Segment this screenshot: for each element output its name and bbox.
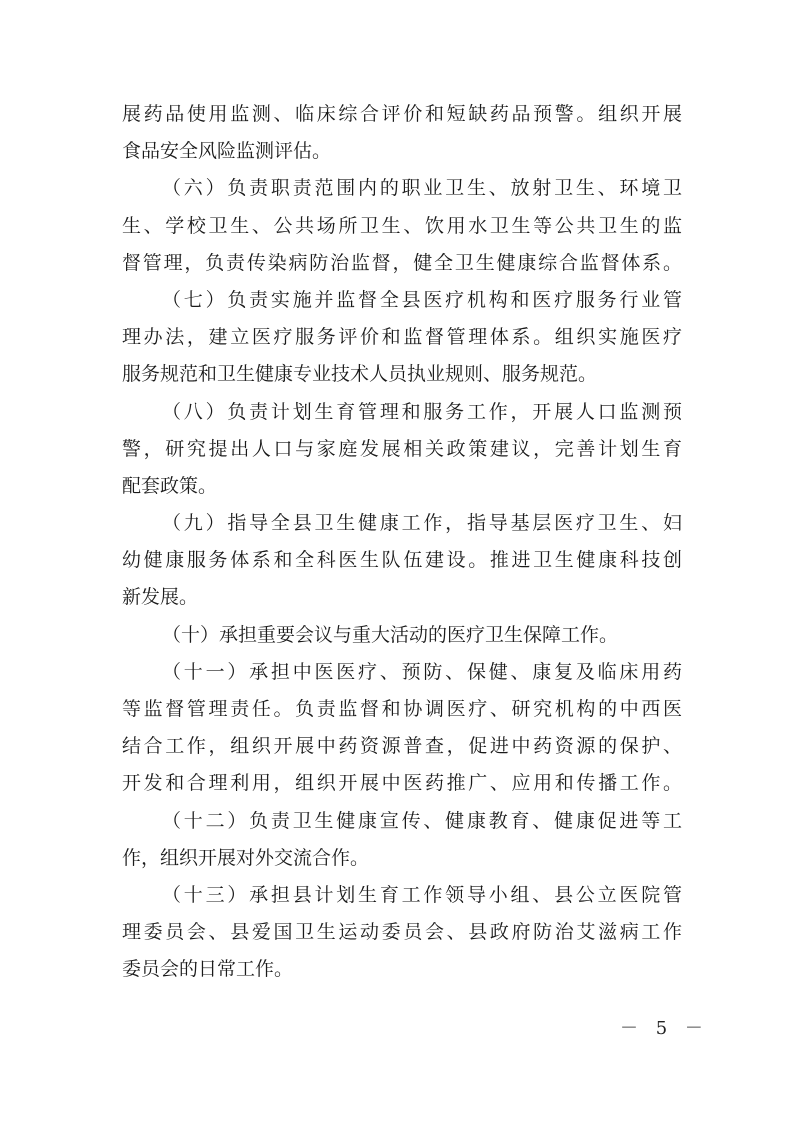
body-line: 配套政策。	[122, 474, 218, 497]
body-line: 幼健康服务体系和全科医生队伍建设。推进卫生健康科技创	[122, 549, 682, 572]
body-line: 生、学校卫生、公共场所卫生、饮用水卫生等公共卫生的监	[122, 214, 682, 237]
body-line: （十二）负责卫生健康宣传、健康教育、健康促进等工	[162, 809, 682, 832]
body-line: （十三）承担县计划生育工作领导小组、县公立医院管	[162, 883, 682, 906]
body-line: 理办法，建立医疗服务评价和监督管理体系。组织实施医疗	[122, 326, 682, 349]
body-line: 等监督管理责任。负责监督和协调医疗、研究机构的中西医	[122, 698, 682, 720]
body-line: 委员会的日常工作。	[122, 958, 294, 981]
body-line: 服务规范和卫生健康专业技术人员执业规则、服务规范。	[122, 363, 598, 386]
body-line: 新发展。	[122, 586, 199, 609]
body-line: 结合工作，组织开展中药资源普查，促进中药资源的保护、	[122, 735, 682, 758]
body-line: 展药品使用监测、临床综合评价和短缺药品预警。组织开展	[122, 103, 682, 125]
body-line: （十一）承担中医医疗、预防、保健、康复及临床用药	[162, 660, 682, 683]
body-line: 开发和合理利用，组织开展中医药推广、应用和传播工作。	[122, 772, 682, 795]
page-number: － 5 －	[620, 1018, 709, 1039]
body-line: 理委员会、县爱国卫生运动委员会、县政府防治艾滋病工作	[122, 921, 682, 944]
body-line: 督管理，负责传染病防治监督，健全卫生健康综合监督体系。	[122, 251, 682, 274]
body-line: （十）承担重要会议与重大活动的医疗卫生保障工作。	[162, 623, 619, 646]
body-line: （九）指导全县卫生健康工作，指导基层医疗卫生、妇	[162, 512, 682, 535]
body-line: （六）负责职责范围内的职业卫生、放射卫生、环境卫	[162, 177, 682, 200]
body-line: 食品安全风险监测评估。	[122, 140, 332, 163]
body-line: （八）负责计划生育管理和服务工作，开展人口监测预	[162, 400, 682, 423]
body-line: （七）负责实施并监督全县医疗机构和医疗服务行业管	[162, 288, 682, 311]
body-line: 警，研究提出人口与家庭发展相关政策建议，完善计划生育	[122, 437, 682, 460]
body-line: 作，组织开展对外交流合作。	[122, 846, 370, 869]
document-body	[122, 96, 682, 989]
